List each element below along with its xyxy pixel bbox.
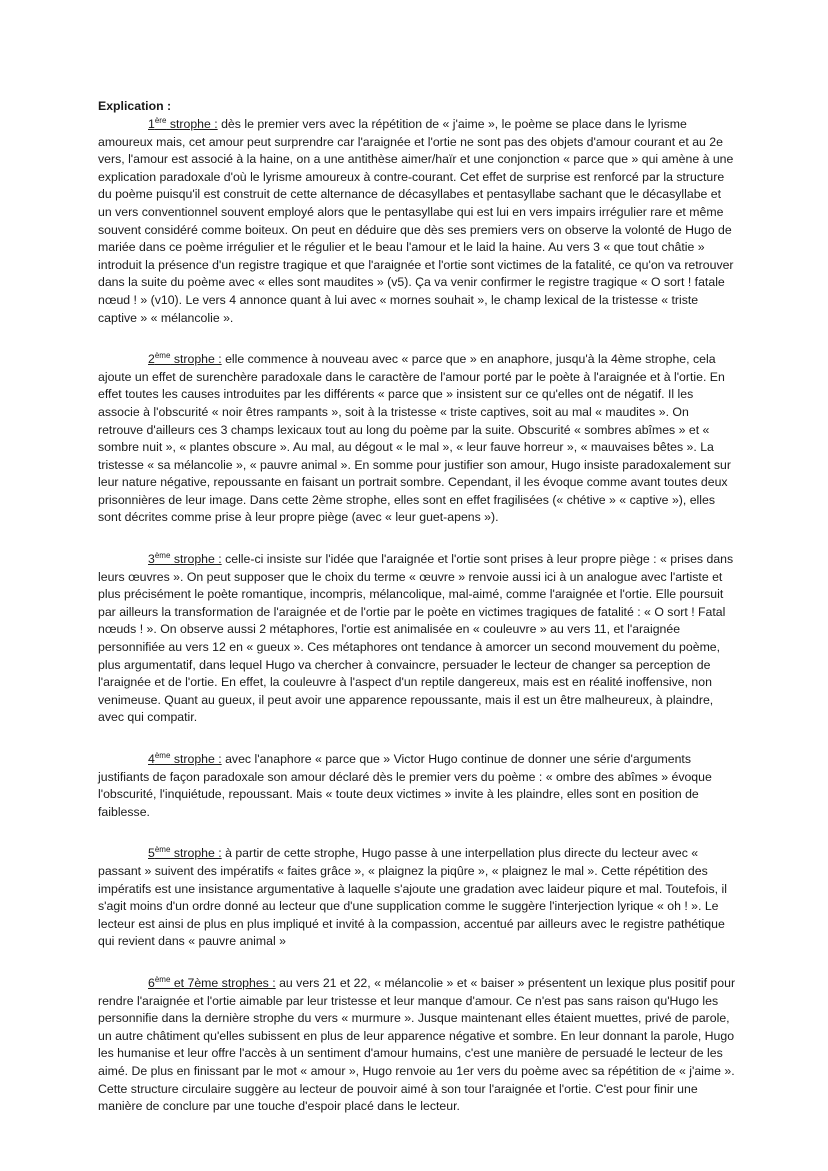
paragraph-strophe-4 [98, 751, 736, 821]
strophe-label: 6ème et 7ème strophes : [148, 974, 276, 990]
strophe-label: 3ème strophe : [148, 550, 222, 567]
paragraph-text: celle-ci insiste sur l'idée que l'araignée et l'ortie sont prises à leur propre piège : « prises dans leurs œuvres ». On peut supposer que le choix du terme « œuvre » renvoie aussi ici à un analogue avec l'artiste et plus précisément le poète romantique, incompris, mélancolique, mal-aimé, comme l'araignée et l'ortie. Elle poursuit par ailleurs la transformation de l'araignée et de l'ortie par le poète en victimes tragiques de fatalité : « O sort ! Fatal nœuds ! ». On observe aussi 2 métaphores, l'ortie est animalisée en « couleuvre » au vers 11, et l'araignée personnifiée au vers 12 en « gueux ». Ces métaphores ont tendance à amorcer un second mouvement du poème, plus argumentatif, dans lequel Hugo va chercher à convaincre, persuader le lecteur de changer sa perception de l'araignée et de l'ortie. En effet, la couleuvre à l'aspect d'un reptile dangereux, mais est en réalité inoffensive, non venimeuse. Quant au gueux, il peut avoir une apparence repoussante, mais il est un être malheureux, à plaindre, avec qui compatir. [98, 552, 734, 725]
strophe-label: 1ère strophe : [148, 115, 218, 131]
paragraph-strophe-2 [98, 351, 736, 527]
paragraph-text: au vers 21 et 22, « mélancolie » et « baiser » présentent un lexique plus positif pour rendre l'araignée et l'ortie aimable par leur tristesse et leur manque d'amour. Ce n'est pas sans raison qu'Hugo les personnifie dans la dernière strophe du vers « murmure ». Jusque maintenant elles étaient muettes, privé de parole, un autre châtiment qu'elles subissent en plus de leur apparence négative et sombre. En leur donnant la parole, Hugo les humanise et leur offre l'accès à un sentiment d'amour humains, c'est une manière de persuadé le lecteur de les aimé. De plus en finissant par le mot « amour », Hugo renvoie au 1er vers du poème avec sa répétition de « j'aime ». Cette structure circulaire suggère au lecteur de pouvoir aimé à son tour l'araignée et l'ortie. C'est pour finir une manière de conclure par une touche d'espoir placé dans le lecteur. [98, 975, 736, 1114]
paragraph-text: avec l'anaphore « parce que » Victor Hugo continue de donner une série d'arguments justifiants de façon paradoxale son amour déclaré dès le premier vers du poème : « ombre des abîmes » évoque l'obscurité, l'inquiétude, repoussant. Mais « toute deux victimes » invite à les plaindre, elles sont en position de faiblesse. [98, 752, 712, 819]
paragraph-text: dès le premier vers avec la répétition de « j'aime », le poème se place dans le lyrisme amoureux mais, cet amour peut surprendre car l'araignée et l'ortie ne sont pas des objets d'amour courant et au 2e vers, l'amour est associé à la haine, on a une antithèse aimer/haïr et une conjonction « parce que » qui amène à une explication paradoxale d'où le lyrisme amoureux à contre-courant. Cet effet de surprise est renforcé par la structure du poème puisqu'il est construit de cette alternance de décasyllabes et pentasyllabe sachant que le décasyllabe et un vers conventionnel souvent employé alors que le pentasyllabe qui est lui en vers impairs irrégulier rare et même souvent considéré comme boiteux. On peut en déduire que dès ses premiers vers on observe la volonté de Hugo de mariée dans ce poème irrégulier et le régulier et le beau l'amour et le laid la haine. Au vers 3 « que tout châtie » introduit la présence d'un registre tragique et que l'araignée et l'ortie sont victimes de la fatalité, ce qu'on va retrouver dans la suite du poème avec « elles sont maudites » (v5). Ça va venir confirmer le registre tragique « O sort ! fatale nœud ! » (v10). Le vers 4 annonce quant à lui avec « mornes souhait », le champ lexical de la tristesse « triste captive » « mélancolie ». [98, 117, 734, 325]
paragraph-strophe-1 [98, 116, 736, 327]
strophe-label: 4ème strophe : [148, 750, 222, 766]
heading: Explication : [98, 99, 172, 113]
paragraph-text: à partir de cette strophe, Hugo passe à une interpellation plus directe du lecteur avec « passant » suivent des impératifs « faites grâce », « plaignez la piqûre », « plaignez le mal ». Cette répétition des impératifs est une insistance argumentative à laquelle s'ajoute une gradation avec laideur piqure et mal. Toutefois, il s'agit moins d'un ordre donné au lecteur que d'une supplication comme le suggère l'interjection lyrique « oh ! ». Le lecteur est ainsi de plus en plus impliqué et invité à la compassion, accentué par ailleurs avec le registre pathétique qui revient dans « pauvre animal » [98, 846, 727, 949]
paragraph-strophe-5 [98, 845, 736, 951]
strophe-label: 2ème strophe : [148, 351, 222, 367]
paragraph-strophe-3 [98, 551, 736, 727]
paragraph-text: elle commence à nouveau avec « parce que » en anaphore, jusqu'à la 4ème strophe, cela ajoute un effet de surenchère paradoxale dans le caractère de l'amour porté par le poète à l'araignée et à l'ortie. En effet toutes les causes introduites par les différents « parce que » insistent sur ce qu'elles ont de négatif. Il les associe à l'obscurité « noir êtres rampants », soit à la tristesse « triste captives, soit au mal « maudites ». On retrouve d'ailleurs ces 3 champs lexicaux tout au long du poème par la suite. Obscurité « sombres abîmes » et « sombre nuit », « plantes obscure ». Au mal, au dégout « le mal », « leur fauve horreur », « mauvaises bêtes ». La tristesse « sa mélancolie », « pauvre animal ». En somme pour justifier son amour, Hugo insiste paradoxalement sur leur nature négative, repoussante en faisant un portrait sombre. Cependant, il les évoque comme avant toutes deux prisonnières de leur image. Dans cette 2ème strophe, elles sont en effet fragilisées (« chétive » « captive »), elles sont décrites comme prise à leur propre piège (avec « leur guet-apens »). [98, 352, 731, 525]
strophe-label: 5ème strophe : [148, 845, 222, 861]
paragraph-strophe-6-7 [98, 975, 736, 1116]
